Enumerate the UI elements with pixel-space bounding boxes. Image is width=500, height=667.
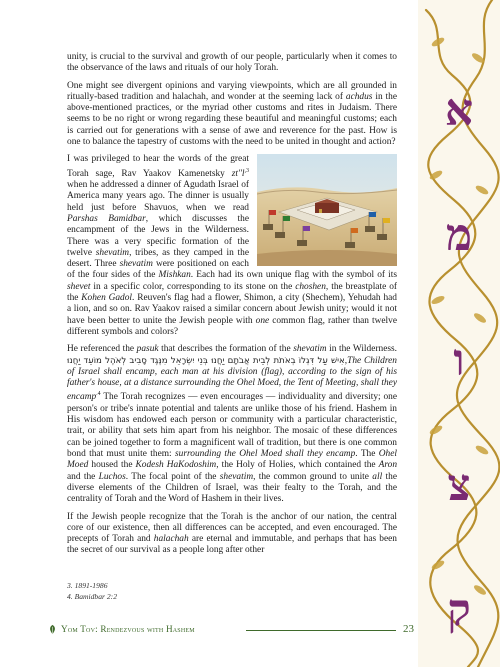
border-letter-5: ק — [447, 585, 471, 636]
italic-term: Kohen Gadol — [81, 293, 133, 304]
italic-term: shevatim — [95, 247, 130, 258]
italic-term: shevet — [67, 281, 91, 292]
italic-term: Kodesh HaKodoshim — [135, 460, 217, 471]
italic-term: shevatim — [219, 471, 254, 482]
text-run: in the Wilderness. — [326, 344, 397, 355]
paragraph-2 — [67, 81, 397, 149]
italic-term: shevatim — [293, 344, 327, 355]
paragraph-5 — [67, 512, 397, 557]
body-text — [67, 52, 397, 563]
italic-term: Aron — [378, 460, 398, 471]
italic-term: pasuk — [136, 344, 159, 355]
text-run: . Reuven's flag had a flower, Shimon, a city (Shechem), Yehudah had a lion, and so on. Rav Yaakov raised a similar concern about Jewish unity; would it not have been better to unite the Jewish people with — [67, 293, 397, 326]
italic-term: halachah — [153, 534, 189, 545]
footnotes — [67, 580, 267, 602]
leaf-ornament-icon — [47, 624, 58, 635]
text-run: and the — [67, 471, 99, 482]
paragraph-4 — [67, 344, 397, 505]
text-run: are eternal and immutable, and perhaps that has been the secret of our survival as a people long after other — [67, 534, 397, 556]
text-run: One might see divergent opinions and varying viewpoints, which are all grounded in ritually-based tradition and halachah, and wonder at the seeming lack of — [67, 80, 397, 102]
text-run: in a specific color, corresponding to its stone on the — [90, 281, 296, 292]
footer-rule — [246, 630, 396, 631]
text-run: I was privileged to hear the words of the great Torah sage, Rav Yaakov Kamenetsky — [67, 154, 249, 179]
italic-term: shevatim — [119, 259, 153, 270]
text-run: . The focal point of the — [125, 471, 220, 482]
text-run: . The — [355, 449, 379, 460]
footnote-ref: ,3 — [244, 167, 249, 174]
text-run: , the Holy of Holies, which contained the — [216, 460, 379, 471]
text-run: If the Jewish people recognize that the Torah is the anchor of our nation, the central core of our existence, then all differences can be accepted, and even encouraged. The precepts of Torah and — [67, 511, 397, 545]
text-run: He referenced the — [67, 344, 137, 355]
text-run: when he addressed a dinner of Agudath Israel of America many years ago. The dinner is usually held just before Shavuos, when we read — [67, 180, 249, 213]
italic-term: zt"l — [231, 168, 245, 179]
italic-term: all — [372, 471, 383, 482]
italic-term: Mishkan — [158, 270, 191, 281]
footnote-4: 4. Bamidbar 2:2 — [67, 592, 117, 601]
paragraph-3 — [67, 154, 397, 338]
text-run: , the breastplate of the — [67, 281, 397, 304]
text-run: , which discusses the encampment of the Jews in the Wilderness. There was a very specific formation of the twelve — [67, 213, 250, 258]
text-run: , the common ground to unite — [253, 471, 373, 482]
running-title: Yom Tov: Rendezvous with Hashem — [61, 624, 195, 634]
text-run: unity, is crucial to the survival and growth of our people, particularly when it comes to the observance of the laws and rituals of our holy Torah. — [67, 52, 397, 74]
page-number: 23 — [403, 623, 414, 635]
text-run: were positioned on each of the four sides of the — [67, 259, 249, 281]
text-run: that describes the formation of the — [158, 344, 294, 355]
italic-term: Parshas Bamidbar — [67, 213, 146, 224]
footnote-3: 3. 1891-1986 — [67, 581, 108, 590]
italic-term: surrounding the Ohel Moed shall they encamp — [175, 449, 356, 460]
text-run: the diverse elements of the Children of Israel, was their fealty to the Torah, and the centrality of Torah and the Word of Hashem in their lives. — [67, 471, 397, 505]
text-run: , tribes, as they camped in the desert. Three — [67, 247, 249, 270]
encampment-illustration — [257, 154, 397, 266]
paragraph-1 — [67, 52, 397, 75]
border-letter-1: א — [444, 85, 474, 136]
hebrew-verse: אִישׁ עַל דִּגְלוֹ בְאֹתֹת לְבֵית אֲבֹתָם יַחֲנוּ בְּנֵי יִשְׂרָאֵל מִנֶּגֶד סָבִיב לְאֹהֶל מוֹעֵד יַחֲנוּ — [67, 355, 345, 366]
decorative-border — [418, 0, 500, 667]
border-letter-2: מ — [445, 210, 473, 261]
border-letter-3: ו — [453, 335, 465, 386]
text-run: The Torah recognizes — even encourages — individuality and diversity; one person's or tribe's innate potential and talents are unlike those of his friend. Hashem in His wisdom has endowed each person or community with a particular characteristic, trait, or ability that sets him apart from his neighbor. The mosaic of these differences can be joined together to form a magnificent wall of tradition, but there is one common bond that must unite them: — [67, 392, 397, 460]
text-run: common flag, rather than twelve different symbols and colors? — [67, 315, 398, 337]
text-run: housed the — [88, 460, 136, 471]
italic-term: choshen — [295, 281, 326, 292]
text-run: . Each had its own unique flag with the symbol of its — [190, 270, 397, 281]
text-run: in the above-mentioned practices, or the myriad other customs and rites in Judaism. There seems to be no right or wrong regarding these beautiful and meaningful customs; each is carried out for generations with a sense of awe and reverence for the past. How is one to balance the tapestry of customs with the need to be united in thought and action? — [67, 91, 397, 148]
italic-term: achdus — [345, 91, 373, 102]
footnote-ref: .4 — [96, 391, 101, 398]
verse-translation: ,The Children of Israel shall encamp, each man at his division (flag), according to the sign of his father's house, at a distance surrounding the Ohel Moed, the Tent of Meeting, shall they encamp — [67, 355, 397, 403]
italic-term: one — [255, 315, 270, 326]
italic-term: Ohel Moed — [67, 449, 398, 471]
page-footer — [47, 622, 417, 638]
border-letter-4: צ — [447, 460, 471, 511]
italic-term: Luchos — [98, 471, 126, 482]
